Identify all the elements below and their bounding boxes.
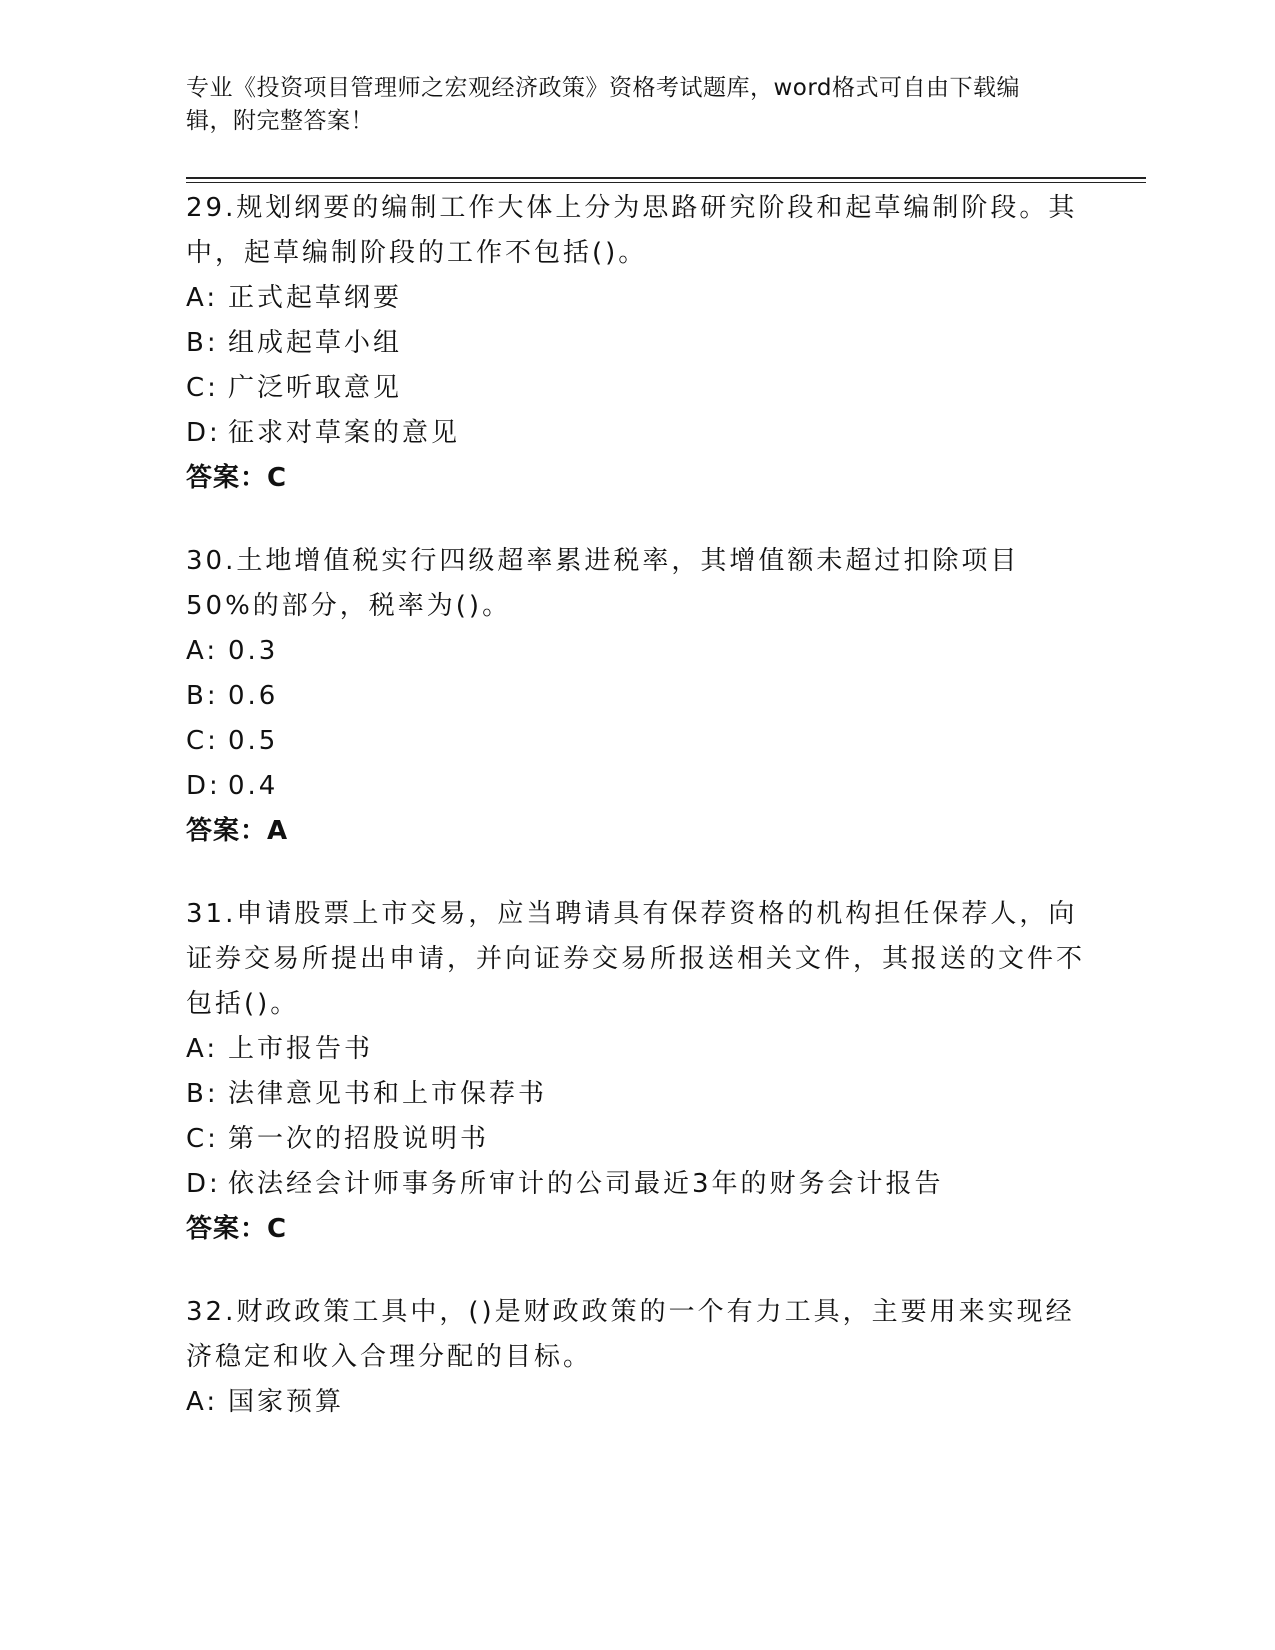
option-text: 0.6 bbox=[228, 681, 279, 711]
question-30 bbox=[186, 539, 1086, 854]
option-a bbox=[186, 629, 1086, 674]
option-text: 广泛听取意见 bbox=[228, 373, 403, 403]
option-c bbox=[186, 1117, 1086, 1162]
header-line-1: 专业《投资项目管理师之宏观经济政策》资格考试题库，word格式可自由下载编 bbox=[186, 75, 1021, 101]
option-a bbox=[186, 1027, 1086, 1072]
option-letter: C: bbox=[186, 373, 219, 403]
header-divider bbox=[186, 177, 1146, 183]
option-a bbox=[186, 1380, 1086, 1425]
option-b bbox=[186, 1072, 1086, 1117]
question-32 bbox=[186, 1290, 1086, 1425]
option-text: 第一次的招股说明书 bbox=[228, 1124, 490, 1154]
answer-line: 答案：C bbox=[186, 1214, 288, 1244]
question-stem: 30.土地增值税实行四级超率累进税率，其增值额未超过扣除项目50%的部分，税率为()。 bbox=[186, 546, 1020, 621]
option-text: 0.3 bbox=[228, 636, 279, 666]
question-stem: 29.规划纲要的编制工作大体上分为思路研究阶段和起草编制阶段。其中，起草编制阶段的工作不包括()。 bbox=[186, 193, 1078, 268]
option-letter: D: bbox=[186, 771, 221, 801]
option-d bbox=[186, 411, 1086, 456]
option-text: 0.4 bbox=[228, 771, 279, 801]
option-a bbox=[186, 276, 1086, 321]
option-text: 国家预算 bbox=[228, 1387, 345, 1417]
option-letter: B: bbox=[186, 1079, 219, 1109]
option-c bbox=[186, 719, 1086, 764]
option-b bbox=[186, 321, 1086, 366]
question-stem: 31.申请股票上市交易，应当聘请具有保荐资格的机构担任保荐人，向证券交易所提出申请，并向证券交易所报送相关文件，其报送的文件不包括()。 bbox=[186, 899, 1086, 1019]
answer-line: 答案：A bbox=[186, 816, 289, 846]
option-text: 上市报告书 bbox=[228, 1034, 374, 1064]
option-text: 征求对草案的意见 bbox=[228, 418, 461, 448]
option-d bbox=[186, 1162, 1086, 1207]
question-31 bbox=[186, 892, 1086, 1252]
option-text: 正式起草纲要 bbox=[228, 283, 403, 313]
question-29 bbox=[186, 186, 1086, 501]
option-text: 法律意见书和上市保荐书 bbox=[228, 1079, 548, 1109]
option-text: 0.5 bbox=[228, 726, 279, 756]
question-list bbox=[186, 186, 1086, 1463]
option-letter: A: bbox=[186, 636, 219, 666]
option-text: 依法经会计师事务所审计的公司最近3年的财务会计报告 bbox=[228, 1169, 944, 1199]
option-text: 组成起草小组 bbox=[228, 328, 403, 358]
option-letter: C: bbox=[186, 726, 219, 756]
header-line-2: 辑，附完整答案！ bbox=[186, 108, 374, 134]
option-letter: C: bbox=[186, 1124, 219, 1154]
option-c bbox=[186, 366, 1086, 411]
answer-line: 答案：C bbox=[186, 463, 288, 493]
option-letter: A: bbox=[186, 1034, 219, 1064]
option-letter: D: bbox=[186, 418, 221, 448]
option-letter: A: bbox=[186, 283, 219, 313]
document-header bbox=[186, 72, 1066, 138]
option-letter: A: bbox=[186, 1387, 219, 1417]
option-letter: D: bbox=[186, 1169, 221, 1199]
option-letter: B: bbox=[186, 681, 219, 711]
option-d bbox=[186, 764, 1086, 809]
option-letter: B: bbox=[186, 328, 219, 358]
question-stem: 32.财政政策工具中，()是财政政策的一个有力工具，主要用来实现经济稳定和收入合理分配的目标。 bbox=[186, 1297, 1075, 1372]
option-b bbox=[186, 674, 1086, 719]
